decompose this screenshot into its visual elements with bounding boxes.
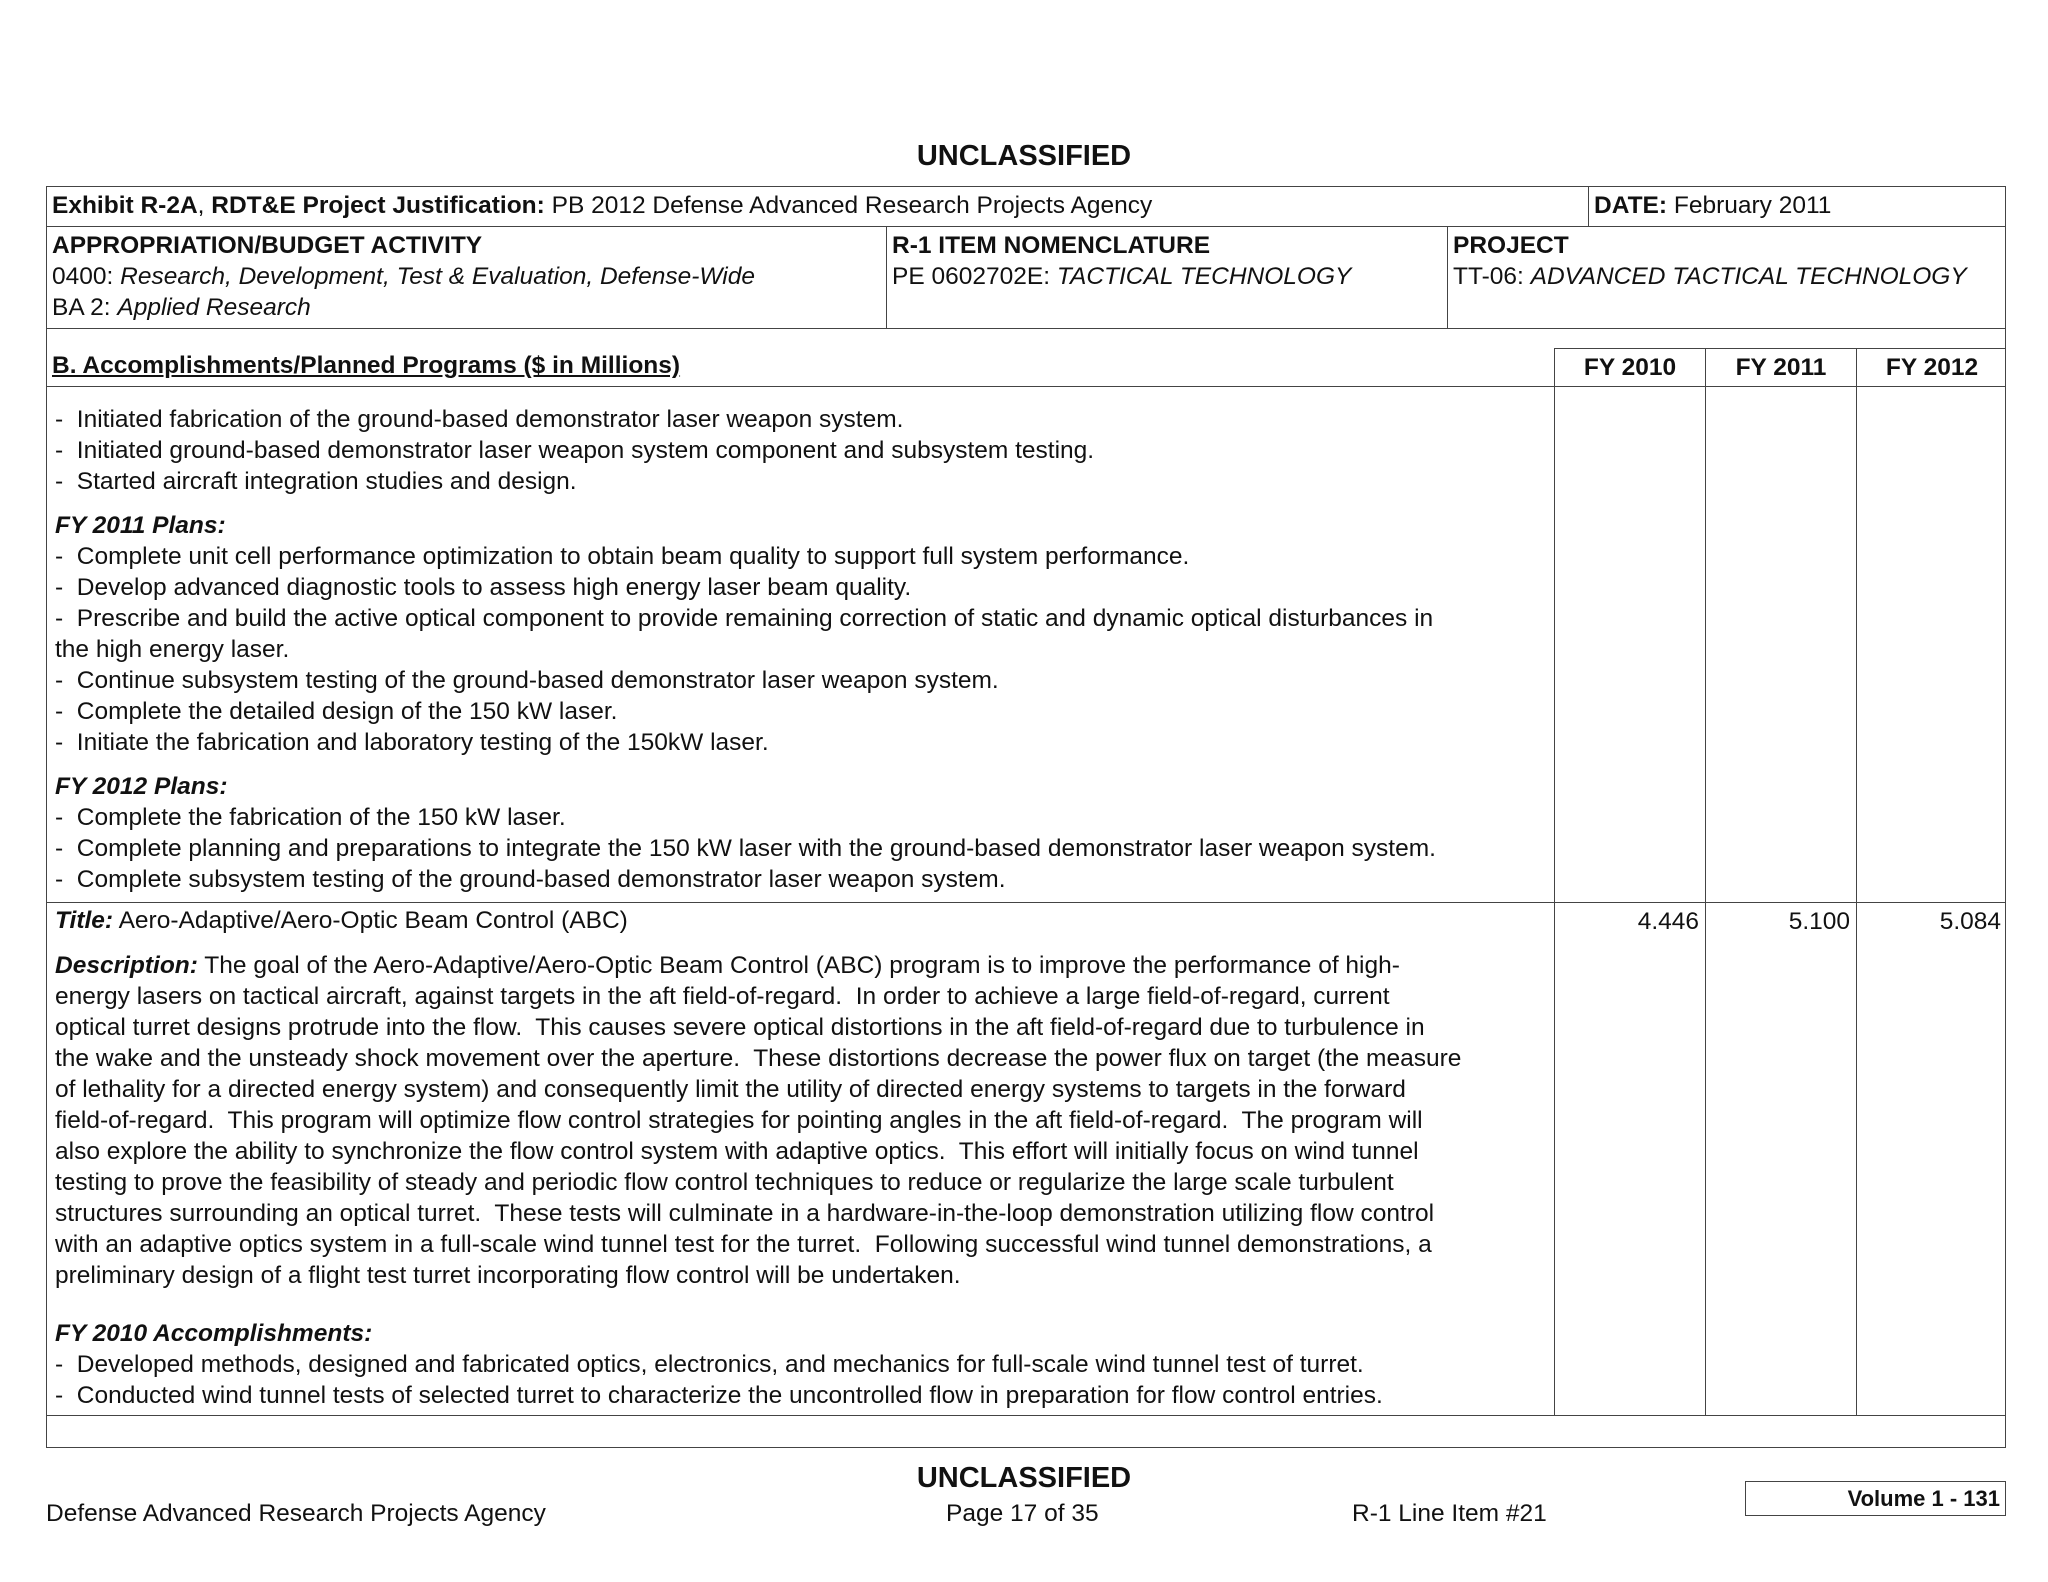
desc-line: optical turret designs protrude into the flow. This causes severe optical distortions in the aft field-of-regard due to turbulence in (55, 1014, 1425, 1041)
desc-line: the wake and the unsteady shock movement over the aperture. These distortions decrease the power flux on target (the measure (55, 1045, 1462, 1072)
budget-activity-code: BA 2: (52, 294, 111, 321)
abc-fy2010-accomplishments (55, 1318, 1383, 1411)
list-item: the high energy laser. (55, 636, 290, 663)
fy2011-heading: FY 2011 Plans: (55, 512, 226, 539)
fy-header-2011: FY 2011 (1735, 354, 1827, 381)
list-item: - Complete the detailed design of the 150 kW laser. (55, 698, 618, 725)
list-item: - Complete subsystem testing of the ground-based demonstrator laser weapon system. (55, 866, 1006, 893)
header-divider (1588, 186, 1589, 227)
abc-desc-label: Description: (55, 952, 198, 979)
nomenclature-label: R-1 ITEM NOMENCLATURE (892, 232, 1211, 259)
row-divider (46, 902, 2006, 903)
justification-value: PB 2012 Defense Advanced Research Projects Agency (551, 192, 1153, 219)
fy-header-2012: FY 2012 (1885, 354, 1979, 381)
nomenclature-desc: TACTICAL TECHNOLOGY (1056, 263, 1352, 290)
footer-volume: Volume 1 - 131 (1847, 1486, 2000, 1511)
footer-agency: Defense Advanced Research Projects Agency (46, 1500, 546, 1527)
list-item: - Develop advanced diagnostic tools to assess high energy laser beam quality. (55, 574, 912, 601)
abc-title-label: Title: (55, 907, 114, 934)
table-bottom-row-line (46, 1415, 2006, 1416)
abc-value-fy2010: 4.446 (1637, 908, 1699, 935)
budget-activity-desc: Applied Research (117, 294, 311, 321)
nomenclature-divider (1447, 226, 1448, 329)
list-item: - Continue subsystem testing of the ground-based demonstrator laser weapon system. (55, 667, 999, 694)
date-field (1594, 190, 1831, 221)
abc-title-value: Aero-Adaptive/Aero-Optic Beam Control (ABC) (118, 907, 628, 934)
fy2012-heading: FY 2012 Plans: (55, 773, 228, 800)
abc-fy2010-heading: FY 2010 Accomplishments: (55, 1320, 373, 1347)
desc-line: also explore the ability to synchronize the flow control system with adaptive optics. This effort will initially focus on wind tunnel (55, 1138, 1419, 1165)
desc-line: of lethality for a directed energy system) and consequently limit the utility of directed energy systems to targets in the forward (55, 1076, 1406, 1103)
list-item: - Complete unit cell performance optimization to obtain beam quality to support full system performance. (55, 543, 1190, 570)
list-item: - Started aircraft integration studies and design. (55, 468, 577, 495)
fy2011-plans (55, 510, 1433, 758)
desc-line: structures surrounding an optical turret. These tests will culminate in a hardware-in-the-loop demonstration utilizing flow control (55, 1200, 1435, 1227)
abc-title (55, 905, 628, 936)
appropriation-divider (886, 226, 887, 329)
list-item: - Initiated fabrication of the ground-based demonstrator laser weapon system. (55, 406, 904, 433)
footer-page: Page 17 of 35 (946, 1500, 1099, 1527)
fy-col-divider-3 (1856, 348, 1857, 1415)
footer-line-item: R-1 Line Item #21 (1352, 1500, 1547, 1527)
desc-line: field-of-regard. This program will optimize flow control strategies for pointing angles in the aft field-of-regard. The program will (55, 1107, 1423, 1134)
fy-col-divider-2 (1705, 348, 1706, 1415)
list-item: - Initiate the fabrication and laboratory testing of the 150kW laser. (55, 729, 769, 756)
list-item: - Complete planning and preparations to integrate the 150 kW laser with the ground-based demonstrator laser weapon system. (55, 835, 1436, 862)
exhibit-title (52, 190, 1152, 221)
desc-line: with an adaptive optics system in a full-scale wind tunnel test for the turret. Following successful wind tunnel demonstrations, a (55, 1231, 1432, 1258)
nomenclature-block (892, 230, 1351, 292)
list-item: - Initiated ground-based demonstrator laser weapon system component and subsystem testing. (55, 437, 1095, 464)
abc-description (55, 950, 1555, 1291)
abc-desc-first: The goal of the Aero-Adaptive/Aero-Optic Beam Control (ABC) program is to improve the performance of high- (197, 952, 1400, 979)
section-title: B. Accomplishments/Planned Programs ($ in Millions) (52, 352, 681, 379)
desc-line: energy lasers on tactical aircraft, against targets in the aft field-of-regard. In order to achieve a large field-of-regard, current (55, 983, 1390, 1010)
date-label: DATE: (1594, 192, 1668, 219)
appropriation-desc: Research, Development, Test & Evaluation, Defense-Wide (120, 263, 755, 290)
list-item: - Conducted wind tunnel tests of selected turret to characterize the uncontrolled flow in preparation for flow control entries. (55, 1382, 1383, 1409)
nomenclature-pe: PE 0602702E: (892, 263, 1051, 290)
list-item: - Prescribe and build the active optical component to provide remaining correction of static and dynamic optical disturbances in (55, 605, 1434, 632)
appropriation-block (52, 230, 755, 323)
list-item: - Developed methods, designed and fabricated optics, electronics, and mechanics for full-scale wind tunnel test of turret. (55, 1351, 1364, 1378)
desc-line: preliminary design of a flight test turret incorporating flow control will be undertaken. (55, 1262, 961, 1289)
project-label: PROJECT (1453, 232, 1569, 259)
classification-bottom: UNCLASSIFIED (916, 1462, 1132, 1494)
project-code: TT-06: (1453, 263, 1524, 290)
date-value: February 2011 (1673, 192, 1832, 219)
fy-header-top-line (1554, 348, 2006, 349)
classification-top: UNCLASSIFIED (916, 140, 1132, 172)
justification-label: RDT&E Project Justification: (211, 192, 545, 219)
exhibit-label: Exhibit R-2A (52, 192, 198, 219)
fy-header-bottom-line (46, 386, 2006, 387)
top-bullets (55, 404, 1094, 497)
project-desc: ADVANCED TACTICAL TECHNOLOGY (1530, 263, 1967, 290)
desc-line: testing to prove the feasibility of steady and periodic flow control techniques to reduce or regularize the large scale turbulent (55, 1169, 1394, 1196)
project-block (1453, 230, 1967, 292)
fy-header-2010: FY 2010 (1583, 354, 1677, 381)
list-item: - Complete the fabrication of the 150 kW laser. (55, 804, 566, 831)
exhibit-sep: , (197, 192, 205, 219)
fy2012-plans (55, 771, 1436, 895)
appropriation-code: 0400: (52, 263, 114, 290)
abc-value-fy2011: 5.100 (1788, 908, 1850, 935)
abc-value-fy2012: 5.084 (1939, 908, 2001, 935)
appropriation-label: APPROPRIATION/BUDGET ACTIVITY (52, 232, 483, 259)
